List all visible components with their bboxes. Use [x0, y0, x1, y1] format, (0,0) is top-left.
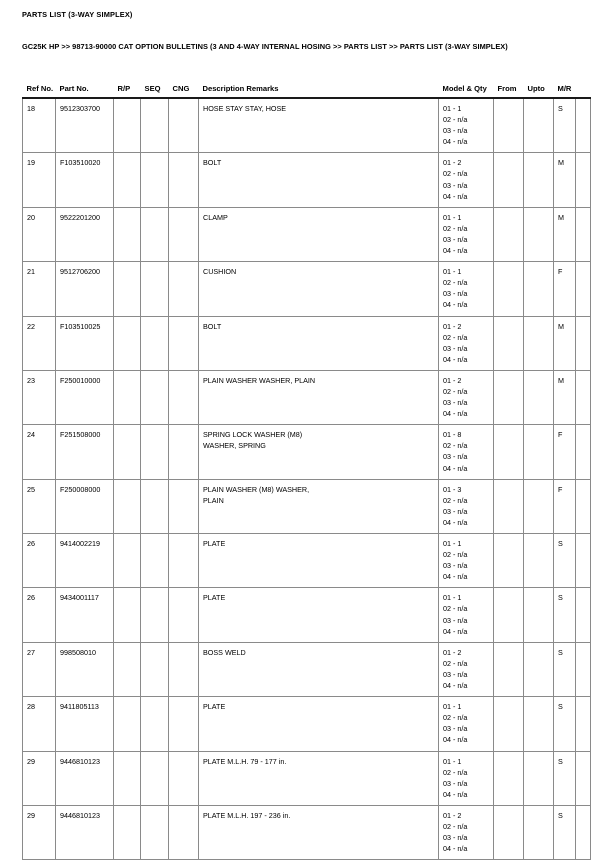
- cell-rp: [114, 370, 141, 424]
- cell-part-no: F250010000: [56, 370, 114, 424]
- table-row: [23, 479, 591, 533]
- model-qty-line: 01 - 2: [443, 810, 462, 820]
- cell-part-no: 9446810123: [56, 805, 114, 859]
- cell-model-qty: [439, 98, 494, 153]
- cell-upto: [524, 805, 554, 859]
- cell-seq: [141, 588, 169, 642]
- cell-mr: F: [554, 262, 576, 316]
- cell-description: [199, 207, 439, 261]
- cell-rp: [114, 425, 141, 479]
- cell-model-qty: [439, 642, 494, 696]
- cell-mr: F: [554, 479, 576, 533]
- description-line: PLAIN WASHER WASHER, PLAIN: [203, 375, 316, 385]
- cell-cng: [169, 697, 199, 751]
- cell-model-qty: [439, 370, 494, 424]
- model-qty-line: 04 - n/a: [443, 626, 468, 636]
- cell-part-no: 9522201200: [56, 207, 114, 261]
- cell-part-no: 9512303700: [56, 98, 114, 153]
- cell-description: [199, 262, 439, 316]
- model-qty-line: 01 - 1: [443, 267, 462, 277]
- cell-seq: [141, 425, 169, 479]
- cell-rp: [114, 316, 141, 370]
- model-qty-line: 03 - n/a: [443, 234, 468, 244]
- table-row: [23, 262, 591, 316]
- cell-from: [494, 153, 524, 207]
- model-qty-line: 03 - n/a: [443, 561, 468, 571]
- cell-model-qty: [439, 697, 494, 751]
- model-qty-line: 01 - 2: [443, 321, 462, 331]
- model-qty-line: 02 - n/a: [443, 169, 468, 179]
- cell-mr: F: [554, 425, 576, 479]
- cell-description: [199, 153, 439, 207]
- cell-upto: [524, 153, 554, 207]
- model-qty-line: 04 - n/a: [443, 517, 468, 527]
- cell-upto: [524, 697, 554, 751]
- cell-part-no: F250008000: [56, 479, 114, 533]
- cell-rp: [114, 153, 141, 207]
- cell-seq: [141, 98, 169, 153]
- cell-mr: S: [554, 98, 576, 153]
- model-qty-line: 02 - n/a: [443, 713, 468, 723]
- model-qty-line: 02 - n/a: [443, 332, 468, 342]
- model-qty-line: 02 - n/a: [443, 495, 468, 505]
- cell-rp: [114, 479, 141, 533]
- cell-upto: [524, 98, 554, 153]
- table-row: [23, 370, 591, 424]
- column-header-spacer: [576, 84, 591, 98]
- cell-from: [494, 98, 524, 153]
- column-header-cng: CNG: [169, 84, 199, 98]
- cell-cng: [169, 425, 199, 479]
- table-row: [23, 207, 591, 261]
- cell-description: [199, 588, 439, 642]
- description-line: PLATE M.L.H. 197 - 236 in.: [203, 810, 291, 820]
- description-line: PLAIN WASHER (M8) WASHER,: [203, 484, 310, 494]
- cell-spacer: [576, 642, 591, 696]
- cell-model-qty: [439, 153, 494, 207]
- model-qty-line: 02 - n/a: [443, 604, 468, 614]
- column-header-upto: Upto: [524, 84, 554, 98]
- cell-model-qty: [439, 316, 494, 370]
- cell-cng: [169, 207, 199, 261]
- cell-from: [494, 425, 524, 479]
- cell-spacer: [576, 479, 591, 533]
- cell-seq: [141, 479, 169, 533]
- cell-cng: [169, 98, 199, 153]
- description-line: WASHER, SPRING: [203, 441, 266, 451]
- cell-from: [494, 642, 524, 696]
- cell-description: [199, 697, 439, 751]
- cell-ref-no: 27: [23, 642, 56, 696]
- model-qty-line: 02 - n/a: [443, 821, 468, 831]
- table-row: [23, 805, 591, 859]
- cell-rp: [114, 207, 141, 261]
- cell-spacer: [576, 425, 591, 479]
- cell-description: [199, 642, 439, 696]
- cell-description: [199, 534, 439, 588]
- cell-spacer: [576, 98, 591, 153]
- cell-upto: [524, 479, 554, 533]
- cell-description: [199, 479, 439, 533]
- table-row: [23, 425, 591, 479]
- cell-ref-no: 28: [23, 697, 56, 751]
- cell-spacer: [576, 153, 591, 207]
- cell-mr: S: [554, 534, 576, 588]
- cell-upto: [524, 425, 554, 479]
- cell-cng: [169, 751, 199, 805]
- cell-ref-no: 21: [23, 262, 56, 316]
- cell-part-no: 998508010: [56, 642, 114, 696]
- cell-spacer: [576, 370, 591, 424]
- cell-description: [199, 751, 439, 805]
- model-qty-line: 03 - n/a: [443, 343, 468, 353]
- cell-mr: M: [554, 207, 576, 261]
- cell-mr: M: [554, 370, 576, 424]
- model-qty-line: 04 - n/a: [443, 463, 468, 473]
- model-qty-line: 02 - n/a: [443, 115, 468, 125]
- model-qty-line: 03 - n/a: [443, 833, 468, 843]
- model-qty-line: 01 - 2: [443, 375, 462, 385]
- description-line: HOSE STAY STAY, HOSE: [203, 104, 287, 113]
- cell-from: [494, 588, 524, 642]
- description-line: BOLT: [203, 158, 222, 168]
- cell-mr: S: [554, 751, 576, 805]
- cell-from: [494, 805, 524, 859]
- cell-seq: [141, 697, 169, 751]
- cell-cng: [169, 805, 199, 859]
- cell-upto: [524, 751, 554, 805]
- cell-rp: [114, 805, 141, 859]
- breadcrumb: GC25K HP >> 98713-90000 CAT OPTION BULLETINS (3 AND 4-WAY INTERNAL HOSING >> PARTS LIST >> PARTS LIST (3-WAY SIMPLEX): [22, 42, 508, 51]
- model-qty-line: 01 - 1: [443, 539, 462, 548]
- description-line: BOLT: [203, 321, 222, 331]
- model-qty-line: 01 - 1: [443, 593, 462, 603]
- cell-part-no: F103510020: [56, 153, 114, 207]
- column-header-part-no: Part No.: [56, 84, 114, 98]
- cell-seq: [141, 642, 169, 696]
- model-qty-line: 01 - 1: [443, 702, 462, 712]
- model-qty-line: 04 - n/a: [443, 789, 468, 799]
- cell-model-qty: [439, 425, 494, 479]
- model-qty-line: 03 - n/a: [443, 289, 468, 299]
- model-qty-line: 02 - n/a: [443, 767, 468, 777]
- cell-from: [494, 316, 524, 370]
- cell-model-qty: [439, 805, 494, 859]
- parts-list-table: [22, 84, 591, 860]
- cell-spacer: [576, 805, 591, 859]
- cell-spacer: [576, 207, 591, 261]
- model-qty-line: 01 - 2: [443, 647, 462, 657]
- model-qty-line: 04 - n/a: [443, 844, 468, 854]
- cell-cng: [169, 588, 199, 642]
- cell-ref-no: 24: [23, 425, 56, 479]
- cell-model-qty: [439, 588, 494, 642]
- cell-upto: [524, 207, 554, 261]
- cell-mr: M: [554, 316, 576, 370]
- cell-rp: [114, 534, 141, 588]
- cell-model-qty: [439, 534, 494, 588]
- cell-part-no: 9512706200: [56, 262, 114, 316]
- cell-rp: [114, 642, 141, 696]
- cell-rp: [114, 262, 141, 316]
- cell-description: [199, 805, 439, 859]
- cell-description: [199, 425, 439, 479]
- model-qty-line: 01 - 1: [443, 104, 462, 113]
- model-qty-line: 03 - n/a: [443, 452, 468, 462]
- cell-mr: M: [554, 153, 576, 207]
- cell-seq: [141, 207, 169, 261]
- cell-spacer: [576, 534, 591, 588]
- cell-spacer: [576, 316, 591, 370]
- cell-seq: [141, 262, 169, 316]
- cell-model-qty: [439, 262, 494, 316]
- cell-rp: [114, 588, 141, 642]
- model-qty-line: 03 - n/a: [443, 398, 468, 408]
- cell-mr: S: [554, 697, 576, 751]
- cell-part-no: 9411805113: [56, 697, 114, 751]
- model-qty-line: 04 - n/a: [443, 300, 468, 310]
- table-row: [23, 588, 591, 642]
- description-line: PLATE: [203, 593, 226, 603]
- cell-ref-no: 26: [23, 534, 56, 588]
- model-qty-line: 03 - n/a: [443, 506, 468, 516]
- description-line: SPRING LOCK WASHER (M8): [203, 430, 303, 440]
- page-title: PARTS LIST (3-WAY SIMPLEX): [22, 10, 133, 19]
- model-qty-line: 03 - n/a: [443, 724, 468, 734]
- cell-from: [494, 262, 524, 316]
- cell-upto: [524, 370, 554, 424]
- column-header-mr: M/R: [554, 84, 576, 98]
- cell-seq: [141, 316, 169, 370]
- cell-spacer: [576, 588, 591, 642]
- model-qty-line: 04 - n/a: [443, 681, 468, 691]
- cell-seq: [141, 534, 169, 588]
- cell-ref-no: 29: [23, 805, 56, 859]
- model-qty-line: 04 - n/a: [443, 137, 468, 147]
- cell-upto: [524, 534, 554, 588]
- description-line: PLAIN: [203, 495, 224, 505]
- cell-seq: [141, 805, 169, 859]
- column-header-seq: SEQ: [141, 84, 169, 98]
- table-row: [23, 316, 591, 370]
- cell-part-no: F251508000: [56, 425, 114, 479]
- cell-model-qty: [439, 751, 494, 805]
- cell-ref-no: 23: [23, 370, 56, 424]
- cell-cng: [169, 642, 199, 696]
- cell-spacer: [576, 697, 591, 751]
- column-header-description: Description Remarks: [199, 84, 439, 98]
- model-qty-line: 03 - n/a: [443, 615, 468, 625]
- model-qty-line: 03 - n/a: [443, 126, 468, 136]
- cell-cng: [169, 370, 199, 424]
- model-qty-line: 01 - 2: [443, 158, 462, 168]
- cell-from: [494, 479, 524, 533]
- cell-mr: S: [554, 642, 576, 696]
- cell-ref-no: 26: [23, 588, 56, 642]
- cell-mr: S: [554, 588, 576, 642]
- model-qty-line: 04 - n/a: [443, 191, 468, 201]
- cell-spacer: [576, 262, 591, 316]
- cell-part-no: 9414002219: [56, 534, 114, 588]
- cell-ref-no: 20: [23, 207, 56, 261]
- model-qty-line: 04 - n/a: [443, 246, 468, 256]
- description-line: CLAMP: [203, 212, 228, 222]
- cell-cng: [169, 262, 199, 316]
- cell-from: [494, 751, 524, 805]
- table-header: [23, 84, 591, 98]
- model-qty-line: 02 - n/a: [443, 550, 468, 560]
- cell-rp: [114, 751, 141, 805]
- cell-seq: [141, 153, 169, 207]
- table-row: [23, 153, 591, 207]
- model-qty-line: 02 - n/a: [443, 386, 468, 396]
- model-qty-line: 03 - n/a: [443, 778, 468, 788]
- cell-from: [494, 697, 524, 751]
- model-qty-line: 02 - n/a: [443, 278, 468, 288]
- description-line: CUSHION: [203, 267, 237, 277]
- cell-spacer: [576, 751, 591, 805]
- column-header-ref-no: Ref No.: [23, 84, 56, 98]
- model-qty-line: 03 - n/a: [443, 180, 468, 190]
- table-row: [23, 534, 591, 588]
- description-line: PLATE: [203, 702, 226, 712]
- cell-description: [199, 316, 439, 370]
- cell-from: [494, 207, 524, 261]
- cell-from: [494, 534, 524, 588]
- model-qty-line: 01 - 8: [443, 430, 462, 440]
- cell-seq: [141, 370, 169, 424]
- cell-rp: [114, 697, 141, 751]
- cell-ref-no: 19: [23, 153, 56, 207]
- table-row: [23, 751, 591, 805]
- cell-cng: [169, 153, 199, 207]
- model-qty-line: 02 - n/a: [443, 441, 468, 451]
- model-qty-line: 02 - n/a: [443, 658, 468, 668]
- cell-mr: S: [554, 805, 576, 859]
- table-row: [23, 642, 591, 696]
- table-body: [23, 98, 591, 860]
- model-qty-line: 01 - 1: [443, 756, 462, 766]
- cell-upto: [524, 642, 554, 696]
- description-line: BOSS WELD: [203, 647, 246, 657]
- cell-part-no: 9434001117: [56, 588, 114, 642]
- model-qty-line: 04 - n/a: [443, 409, 468, 419]
- model-qty-line: 01 - 1: [443, 212, 462, 222]
- cell-model-qty: [439, 207, 494, 261]
- cell-upto: [524, 316, 554, 370]
- cell-seq: [141, 751, 169, 805]
- description-line: PLATE M.L.H. 79 - 177 in.: [203, 756, 287, 766]
- cell-part-no: F103510025: [56, 316, 114, 370]
- model-qty-line: 04 - n/a: [443, 735, 468, 745]
- cell-upto: [524, 262, 554, 316]
- column-header-rp: R/P: [114, 84, 141, 98]
- cell-cng: [169, 316, 199, 370]
- cell-upto: [524, 588, 554, 642]
- cell-part-no: 9446810123: [56, 751, 114, 805]
- column-header-from: From: [494, 84, 524, 98]
- cell-ref-no: 22: [23, 316, 56, 370]
- model-qty-line: 04 - n/a: [443, 572, 468, 582]
- column-header-model-qty: Model & Qty: [439, 84, 494, 98]
- cell-cng: [169, 534, 199, 588]
- cell-description: [199, 98, 439, 153]
- model-qty-line: 01 - 3: [443, 484, 462, 494]
- cell-cng: [169, 479, 199, 533]
- cell-description: [199, 370, 439, 424]
- cell-ref-no: 25: [23, 479, 56, 533]
- cell-ref-no: 18: [23, 98, 56, 153]
- cell-ref-no: 29: [23, 751, 56, 805]
- description-line: PLATE: [203, 539, 226, 548]
- table-row: [23, 697, 591, 751]
- model-qty-line: 02 - n/a: [443, 223, 468, 233]
- cell-model-qty: [439, 479, 494, 533]
- cell-rp: [114, 98, 141, 153]
- model-qty-line: 04 - n/a: [443, 354, 468, 364]
- model-qty-line: 03 - n/a: [443, 669, 468, 679]
- cell-from: [494, 370, 524, 424]
- table-row: [23, 98, 591, 153]
